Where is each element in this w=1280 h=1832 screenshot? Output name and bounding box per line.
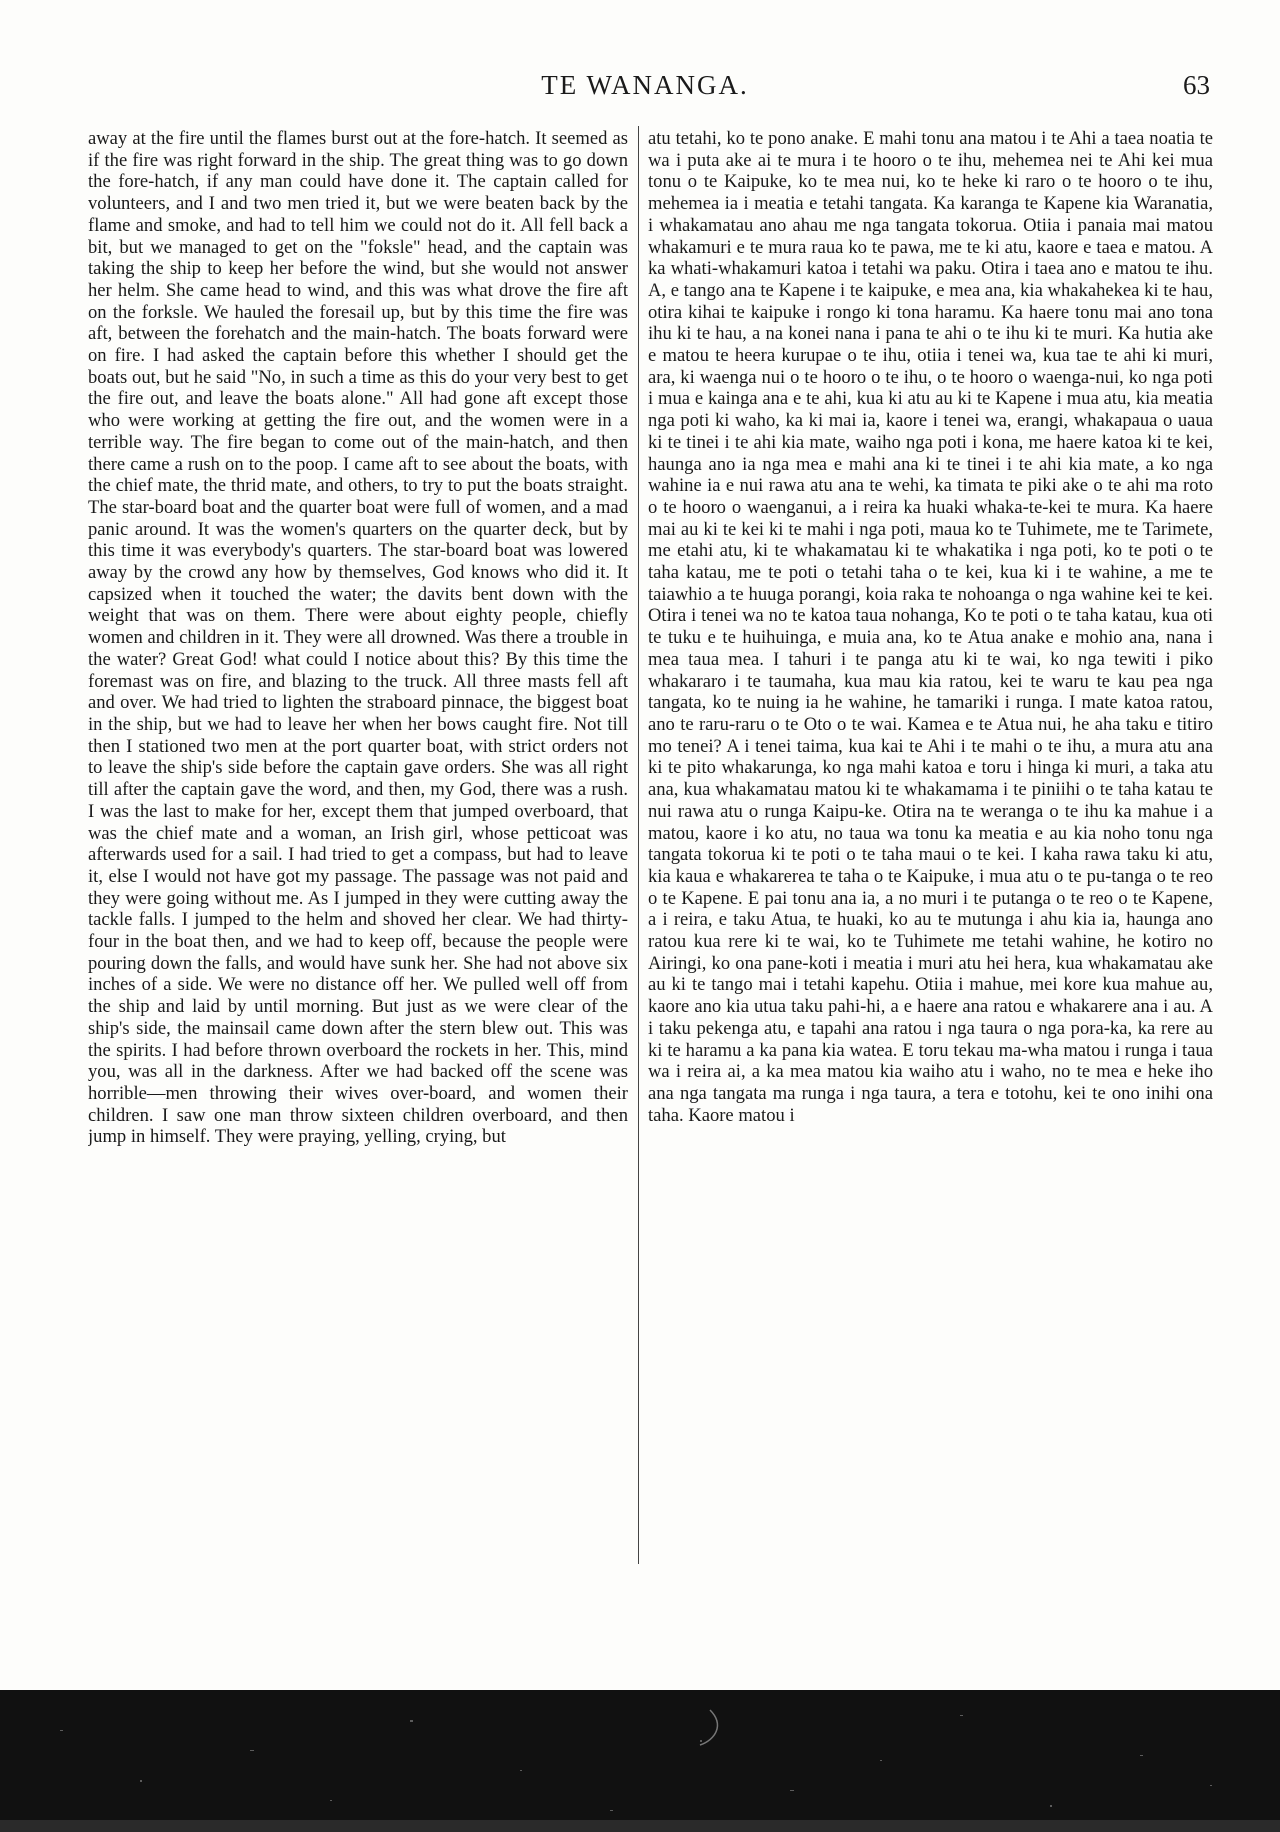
page-number: 63	[1183, 70, 1210, 100]
english-column	[88, 128, 628, 1568]
column-divider	[638, 126, 639, 1564]
publication-title: TE WANANGA.	[541, 70, 749, 100]
english-text: away at the fire until the flames burst out at the fore-hatch. It seemed as if the fire was right forward in the ship. The great thing was to go down the fore-hatch, if any man could have done it. The captain called for volunteers, and I and two men tried it, but we were beaten back by the flame and smoke, and had to tell him we could not do it. All fell back a bit, but we managed to get on the "foksle" head, and the captain was taking the ship to keep her before the wind, but she would not answer her helm. She came head to wind, and this was what drove the fire aft on the forksle. We hauled the foresail up, but by this time the fire was aft, between the forehatch and the main-hatch. The boats forward were on fire. I had asked the captain before this whether I should get the boats out, but he said "No, in such a time as this do your very best to get the fire out, and leave the boats alone." All had gone aft except those who were working at getting the fire out, and the women were in a terrible way. The fire began to come out of the main-hatch, and then there came a rush on to the poop. I came aft to see about the boats, with the chief mate, the thrid mate, and others, to try to put the boats straight. The star-board boat and the quarter boat were full of women, and a mad panic around. It was the women's quarters on the quarter deck, but by this time it was everybody's quarters. The star-board boat was lowered away by the crowd any how by themselves, God knows who did it. It capsized when it touched the water; the davits bent down with the weight that was on them. There were about eighty people, chiefly women and children in it. They were all drowned. Was there a trouble in the water? Great God! what could I notice about this? By this time the foremast was on fire, and blazing to the truck. All three masts fell aft and over. We had tried to lighten the straboard pinnace, the biggest boat in the ship, but we had to leave her when her bows caught fire. Not till then I stationed two men at the port quarter boat, with strict orders not to leave the ship's side before the captain gave orders. She was all right till after the captain gave the word, and then, my God, there was a rush. I was the last to make for her, except them that jumped overboard, that was the chief mate and a woman, an Irish girl, whose petticoat was afterwards used for a sail. I had tried to get a compass, but had to leave it, else I would not have got my passage. The passage was not paid and they were going without me. As I jumped in they were cutting away the tackle falls. I jumped to the helm and shoved her clear. We had thirty-four in the boat then, and we had to keep off, because the people were pouring down the falls, and would have sunk her. She had not above six inches of a side. We were no distance off her. We pulled well off from the ship and laid by until morning. But just as we were clear of the ship's side, the mainsail came down after the stern blew out. This was the spirits. I had before thrown overboard the rockets in her. This, mind you, was all in the darkness. After we had backed off the scene was horrible—men throwing their wives over-board, and women their children. I saw one man throw sixteen children overboard, and then jump in himself. They were praying, yelling, crying, but	[88, 128, 628, 1148]
scan-edge-band	[0, 1690, 1280, 1832]
page-header	[80, 70, 1210, 110]
maori-text: atu tetahi, ko te pono anake. E mahi tonu ana matou i te Ahi a taea noatia te wa i puta ake ai te mura i te hooro o te ihu, mehemea nei te Ahi kei mua tonu o te Kaipuke, ko te mea nui, ko te heke ki raro o te hooro o te ihu, mehemea ia i meatia e tetahi tangata. Ka karanga te Kapene kia Waranatia, i whakamatau ano ahau me nga tangata tokorua. Otiia i panaia mai matou whakamuri e te mura raua ko te pawa, me te ki atu, kaore e taea e matou. A ka whati-whakamuri katoa i tetahi wa paku. Otira i taea ano e matou te ihu. A, e tango ana te Kapene i te kaipuke, e mea ana, kia whakahekea ki te hau, otira kihai te kaipuke i rongo ki tona haramu. Ka haere tonu mai ano tona ihu ki te hau, a na konei nana i pana te ahi o te ihu ki te muri. Ka hutia ake e matou te heera kurupae o te ihu, otiia i tenei wa, kua tae te ahi ki muri, ara, ki waenga nui o te hooro o te ihu, o te hooro o waenga-nui, ko nga poti i mua e kainga ana e te ahi, kua ki atu au ki te Kapene i mua atu, kia meatia nga poti ki waho, ka ki mai ia, kaore i tenei wa, erangi, whakapaua o uaua ki te tinei i te ahi kia mate, waiho nga poti i kona, me haere katoa ki te kei, haunga ano ia nga mea e mahi ana ki te tinei i te ahi kia mate, a ko nga wahine ia e nui rawa atu ana te wehi, ka timata te piki ake o te ahi ma roto o te hooro o waenganui, a i reira ka huaki whaka-te-kei te mura. Ka haere mai au ki te kei ki te mahi i nga poti, maua ko te Tuhimete, me te Tarimete, me etahi atu, ki te whakamatau ki te whakatika i nga poti, ko te poti o te taha katau, me te poti o tetahi taha o te kei, kua ki i te wahine, a me te taiawhio a te huuga porangi, koia raka te nohoanga o nga wahine kei te kei. Otira i tenei wa no te katoa taua nohanga, Ko te poti o te taha katau, kua oti te tuku e te huihuinga, e muia ana, ko te Atua anake e mohio ana, nana i mea taua mea. I tahuri i te panga atu ki te wai, ko nga tewiti i piko whakararo i te taumaha, kua mau kia ratou, kei te waru te kau pea nga tangata, ko te nuing ia he wahine, he tamariki i runga. I mate katoa ratou, ano te raru-raru o te Oto o te wai. Kamea e te Atua nui, he aha taku e titiro mo tenei? A i tenei taima, kua kai te Ahi i te mahi o te ihu, a mura atu ana ki te pito whakarunga, ko nga mahi katoa e toru i hinga ki muri, a taka atu ana, kua whakamatau matou ki te whakamama i te piniihi o te taha katau te nui rawa atu o runga Kaipu-ke. Otira na te weranga o te ihu ka mahue i a matou, kaore i ko atu, no taua wa tonu ka meatia e au kia noho tonu nga tangata tokorua ki te poti o te taha maui o te kei. I kaha rawa taku ki atu, kia kaua e whakarerea te taha o te Kaipuke, i mua atu o te pu-tanga o te reo o te Kapene. E pai tonu ana ia, a no muri i te putanga o te reo o te Kapene, a i reira, e taku Atua, te huaki, ko au te mutunga i ahu kia ia, haunga ano ratou kua rere ki te wai, ko te Tuhimete me tetahi wahine, he kotiro no Airingi, ko ona pane-koti i meatia i muri atu hei hera, kua whakamatau ake au ki te tango mai i tetahi kapehu. Otiia i mahue, mei kore kua mahue au, kaore ano kia utua taku pahi-hi, a e haere ana ratou e whakarere ana i au. A i taku pekenga atu, e tapahi ana ratou i nga taura o nga pora-ka, ka rere au ki te haramu a ka pana kia watea. E toru tekau ma-wha matou i runga i taua wa i reira ai, a ka mea matou kia waiho atu i waho, no te mea e heke iho ana nga tangata ma runga i nga taura, a tera e totohu, kei te ono inihi ona taha. Kaore matou i	[648, 128, 1213, 1126]
maori-column	[648, 128, 1213, 1568]
scan-noise-decoration	[0, 1690, 1280, 1832]
